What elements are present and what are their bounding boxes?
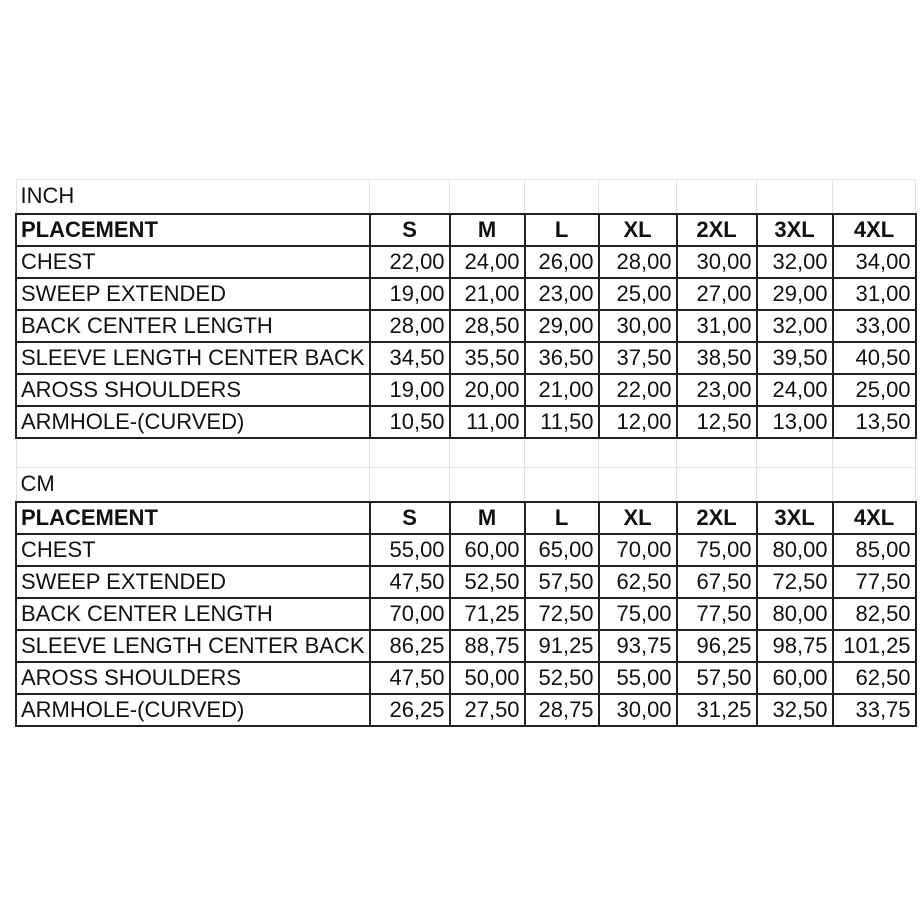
- empty-cell: [677, 438, 757, 468]
- table-row: [16, 534, 916, 566]
- empty-cell: [525, 468, 599, 502]
- value-cell-4xl: 62,50: [833, 662, 916, 694]
- value-cell-s: 22,00: [370, 246, 450, 278]
- value-cell-xl: 25,00: [599, 278, 677, 310]
- size-header-2xl: 2XL: [677, 214, 757, 246]
- value-cell-xl: 37,50: [599, 342, 677, 374]
- value-cell-m: 88,75: [450, 630, 525, 662]
- table-row: [16, 406, 916, 438]
- value-cell-s: 26,25: [370, 694, 450, 726]
- placement-header: PLACEMENT: [16, 502, 370, 534]
- value-cell-2xl: 75,00: [677, 534, 757, 566]
- empty-cell: [599, 438, 677, 468]
- value-cell-l: 36,50: [525, 342, 599, 374]
- table-row: [16, 598, 916, 630]
- value-cell-4xl: 77,50: [833, 566, 916, 598]
- value-cell-4xl: 25,00: [833, 374, 916, 406]
- value-cell-xl: 28,00: [599, 246, 677, 278]
- measurement-label: ARMHOLE-(CURVED): [16, 406, 370, 438]
- value-cell-l: 91,25: [525, 630, 599, 662]
- value-cell-l: 29,00: [525, 310, 599, 342]
- measurement-label: ARMHOLE-(CURVED): [16, 694, 370, 726]
- value-cell-m: 35,50: [450, 342, 525, 374]
- inch-unit-label: INCH: [16, 180, 370, 214]
- size-header-s: S: [370, 214, 450, 246]
- value-cell-xl: 30,00: [599, 694, 677, 726]
- value-cell-l: 57,50: [525, 566, 599, 598]
- value-cell-3xl: 24,00: [757, 374, 833, 406]
- value-cell-xl: 93,75: [599, 630, 677, 662]
- measurement-label: CHEST: [16, 246, 370, 278]
- value-cell-4xl: 33,75: [833, 694, 916, 726]
- empty-cell: [16, 438, 370, 468]
- value-cell-l: 11,50: [525, 406, 599, 438]
- size-header-xl: XL: [599, 502, 677, 534]
- value-cell-xl: 75,00: [599, 598, 677, 630]
- value-cell-s: 28,00: [370, 310, 450, 342]
- measurement-label: AROSS SHOULDERS: [16, 374, 370, 406]
- value-cell-3xl: 29,00: [757, 278, 833, 310]
- value-cell-3xl: 80,00: [757, 534, 833, 566]
- value-cell-2xl: 31,00: [677, 310, 757, 342]
- table-row: [16, 566, 916, 598]
- value-cell-s: 47,50: [370, 662, 450, 694]
- empty-cell: [833, 180, 916, 214]
- table-row: [16, 310, 916, 342]
- empty-cell: [677, 180, 757, 214]
- value-cell-xl: 22,00: [599, 374, 677, 406]
- value-cell-l: 52,50: [525, 662, 599, 694]
- value-cell-m: 60,00: [450, 534, 525, 566]
- value-cell-4xl: 13,50: [833, 406, 916, 438]
- value-cell-2xl: 96,25: [677, 630, 757, 662]
- value-cell-s: 19,00: [370, 374, 450, 406]
- size-header-4xl: 4XL: [833, 502, 916, 534]
- measurement-label: AROSS SHOULDERS: [16, 662, 370, 694]
- value-cell-m: 71,25: [450, 598, 525, 630]
- value-cell-l: 23,00: [525, 278, 599, 310]
- value-cell-m: 28,50: [450, 310, 525, 342]
- empty-cell: [677, 468, 757, 502]
- value-cell-m: 21,00: [450, 278, 525, 310]
- size-header-m: M: [450, 502, 525, 534]
- size-chart-sheet: [15, 179, 917, 727]
- cm-header-row: [16, 502, 916, 534]
- value-cell-l: 28,75: [525, 694, 599, 726]
- value-cell-s: 10,50: [370, 406, 450, 438]
- size-chart-table: [15, 179, 917, 727]
- value-cell-m: 52,50: [450, 566, 525, 598]
- value-cell-4xl: 34,00: [833, 246, 916, 278]
- table-row: [16, 374, 916, 406]
- value-cell-m: 50,00: [450, 662, 525, 694]
- value-cell-xl: 12,00: [599, 406, 677, 438]
- value-cell-2xl: 77,50: [677, 598, 757, 630]
- measurement-label: SLEEVE LENGTH CENTER BACK: [16, 342, 370, 374]
- value-cell-xl: 62,50: [599, 566, 677, 598]
- value-cell-2xl: 38,50: [677, 342, 757, 374]
- value-cell-s: 19,00: [370, 278, 450, 310]
- value-cell-2xl: 23,00: [677, 374, 757, 406]
- value-cell-3xl: 32,00: [757, 310, 833, 342]
- empty-cell: [450, 438, 525, 468]
- empty-cell: [525, 438, 599, 468]
- value-cell-s: 34,50: [370, 342, 450, 374]
- empty-cell: [450, 180, 525, 214]
- size-header-2xl: 2XL: [677, 502, 757, 534]
- cm-unit-row: [16, 468, 916, 502]
- empty-cell: [370, 468, 450, 502]
- value-cell-m: 11,00: [450, 406, 525, 438]
- value-cell-3xl: 39,50: [757, 342, 833, 374]
- inch-unit-row: [16, 180, 916, 214]
- size-header-4xl: 4XL: [833, 214, 916, 246]
- table-row: [16, 246, 916, 278]
- value-cell-4xl: 40,50: [833, 342, 916, 374]
- inch-header-row: [16, 214, 916, 246]
- empty-cell: [757, 468, 833, 502]
- empty-cell: [370, 438, 450, 468]
- value-cell-3xl: 72,50: [757, 566, 833, 598]
- value-cell-2xl: 57,50: [677, 662, 757, 694]
- value-cell-s: 86,25: [370, 630, 450, 662]
- table-row: [16, 342, 916, 374]
- empty-cell: [599, 468, 677, 502]
- size-header-xl: XL: [599, 214, 677, 246]
- value-cell-l: 21,00: [525, 374, 599, 406]
- cm-unit-label: CM: [16, 468, 370, 502]
- value-cell-m: 20,00: [450, 374, 525, 406]
- value-cell-2xl: 67,50: [677, 566, 757, 598]
- value-cell-4xl: 33,00: [833, 310, 916, 342]
- table-row: [16, 278, 916, 310]
- size-header-l: L: [525, 502, 599, 534]
- value-cell-xl: 30,00: [599, 310, 677, 342]
- value-cell-3xl: 98,75: [757, 630, 833, 662]
- empty-cell: [599, 180, 677, 214]
- value-cell-l: 72,50: [525, 598, 599, 630]
- value-cell-4xl: 85,00: [833, 534, 916, 566]
- value-cell-3xl: 80,00: [757, 598, 833, 630]
- value-cell-3xl: 60,00: [757, 662, 833, 694]
- size-header-m: M: [450, 214, 525, 246]
- value-cell-l: 65,00: [525, 534, 599, 566]
- measurement-label: SWEEP EXTENDED: [16, 278, 370, 310]
- measurement-label: BACK CENTER LENGTH: [16, 310, 370, 342]
- size-header-s: S: [370, 502, 450, 534]
- empty-cell: [450, 468, 525, 502]
- empty-cell: [833, 438, 916, 468]
- placement-header: PLACEMENT: [16, 214, 370, 246]
- value-cell-xl: 55,00: [599, 662, 677, 694]
- table-row: [16, 630, 916, 662]
- value-cell-4xl: 101,25: [833, 630, 916, 662]
- measurement-label: CHEST: [16, 534, 370, 566]
- value-cell-3xl: 13,00: [757, 406, 833, 438]
- spacer-row: [16, 438, 916, 468]
- size-header-3xl: 3XL: [757, 502, 833, 534]
- value-cell-4xl: 31,00: [833, 278, 916, 310]
- empty-cell: [370, 180, 450, 214]
- table-row: [16, 694, 916, 726]
- value-cell-4xl: 82,50: [833, 598, 916, 630]
- value-cell-2xl: 27,00: [677, 278, 757, 310]
- value-cell-m: 24,00: [450, 246, 525, 278]
- empty-cell: [525, 180, 599, 214]
- table-row: [16, 662, 916, 694]
- empty-cell: [757, 180, 833, 214]
- empty-cell: [757, 438, 833, 468]
- value-cell-m: 27,50: [450, 694, 525, 726]
- value-cell-s: 47,50: [370, 566, 450, 598]
- value-cell-s: 70,00: [370, 598, 450, 630]
- value-cell-3xl: 32,50: [757, 694, 833, 726]
- value-cell-2xl: 31,25: [677, 694, 757, 726]
- value-cell-l: 26,00: [525, 246, 599, 278]
- value-cell-2xl: 12,50: [677, 406, 757, 438]
- measurement-label: BACK CENTER LENGTH: [16, 598, 370, 630]
- value-cell-xl: 70,00: [599, 534, 677, 566]
- empty-cell: [833, 468, 916, 502]
- value-cell-s: 55,00: [370, 534, 450, 566]
- size-header-3xl: 3XL: [757, 214, 833, 246]
- measurement-label: SLEEVE LENGTH CENTER BACK: [16, 630, 370, 662]
- size-header-l: L: [525, 214, 599, 246]
- value-cell-3xl: 32,00: [757, 246, 833, 278]
- measurement-label: SWEEP EXTENDED: [16, 566, 370, 598]
- value-cell-2xl: 30,00: [677, 246, 757, 278]
